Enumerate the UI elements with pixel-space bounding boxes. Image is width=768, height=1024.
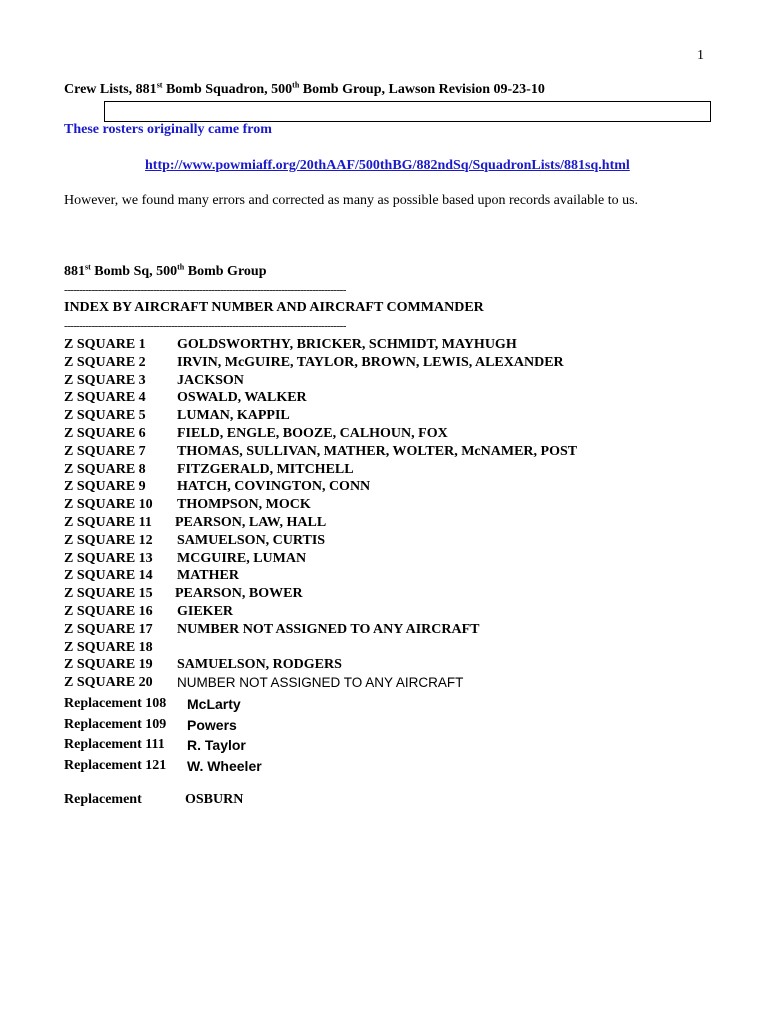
title-mid: Bomb Squadron, 500 bbox=[162, 82, 293, 97]
replacement-name: W. Wheeler bbox=[187, 758, 262, 775]
aircraft-commanders: MCGUIRE, LUMAN bbox=[177, 550, 307, 566]
aircraft-number: Z SQUARE 7 bbox=[64, 443, 146, 459]
replacement-label: Replacement 108 bbox=[64, 696, 167, 711]
aircraft-number: Z SQUARE 13 bbox=[64, 550, 153, 566]
aircraft-commanders: LUMAN, KAPPIL bbox=[177, 408, 290, 424]
page-number: 1 bbox=[697, 48, 704, 63]
empty-text-box bbox=[104, 101, 711, 122]
aircraft-number: Z SQUARE 20 bbox=[64, 675, 153, 691]
aircraft-number: Z SQUARE 18 bbox=[64, 639, 153, 655]
aircraft-commanders: SAMUELSON, CURTIS bbox=[177, 532, 326, 548]
aircraft-commanders: PEARSON, LAW, HALL bbox=[175, 514, 327, 530]
correction-note: However, we found many errors and corrected as many as possible based upon records available to us. bbox=[64, 193, 639, 208]
replacement-name: OSBURN bbox=[185, 792, 244, 807]
aircraft-number: Z SQUARE 2 bbox=[64, 354, 146, 370]
subtitle-prefix: 881 bbox=[64, 264, 85, 279]
title-sup-2: th bbox=[292, 80, 300, 90]
section-subtitle bbox=[64, 264, 266, 280]
replacement-name: R. Taylor bbox=[187, 737, 246, 754]
aircraft-number: Z SQUARE 4 bbox=[64, 390, 146, 406]
aircraft-commanders: GOLDSWORTHY, BRICKER, SCHMIDT, MAYHUGH bbox=[177, 337, 517, 352]
aircraft-number: Z SQUARE 5 bbox=[64, 408, 146, 424]
replacement-name: Powers bbox=[187, 716, 237, 733]
aircraft-commanders: OSWALD, WALKER bbox=[177, 390, 307, 406]
separator-line-bottom: -------------------------------------------------------------------------------------------- bbox=[64, 320, 346, 332]
aircraft-commanders: NUMBER NOT ASSIGNED TO ANY AIRCRAFT bbox=[177, 675, 464, 691]
origin-text: These rosters originally came from bbox=[64, 122, 272, 137]
document-title bbox=[64, 82, 545, 98]
aircraft-number: Z SQUARE 3 bbox=[64, 372, 146, 388]
replacement-osburn-row bbox=[64, 792, 364, 808]
source-link[interactable]: http://www.powmiaff.org/20thAAF/500thBG/882ndSq/SquadronLists/881sq.html bbox=[145, 158, 630, 173]
aircraft-number: Z SQUARE 6 bbox=[64, 425, 146, 441]
aircraft-commanders: SAMUELSON, RODGERS bbox=[177, 657, 342, 673]
aircraft-commanders: JACKSON bbox=[177, 372, 244, 388]
title-prefix: Crew Lists, 881 bbox=[64, 82, 157, 97]
title-sup-1: st bbox=[156, 80, 163, 90]
aircraft-number: Z SQUARE 16 bbox=[64, 603, 153, 619]
replacement-label: Replacement 121 bbox=[64, 758, 167, 774]
aircraft-commanders: MATHER bbox=[177, 568, 239, 584]
aircraft-number: Z SQUARE 14 bbox=[64, 568, 153, 584]
subtitle-sup-2: th bbox=[177, 262, 185, 272]
aircraft-commanders: FIELD, ENGLE, BOOZE, CALHOUN, FOX bbox=[177, 425, 448, 441]
aircraft-number: Z SQUARE 10 bbox=[64, 497, 153, 513]
aircraft-number: Z SQUARE 19 bbox=[64, 657, 153, 673]
aircraft-number: Z SQUARE 12 bbox=[64, 532, 153, 548]
replacement-name: McLarty bbox=[187, 696, 241, 712]
aircraft-commanders: GIEKER bbox=[177, 603, 234, 619]
title-suffix: Bomb Group, Lawson Revision 09-23-10 bbox=[299, 82, 545, 97]
aircraft-commanders: HATCH, COVINGTON, CONN bbox=[177, 479, 371, 495]
subtitle-sup-1: st bbox=[85, 262, 91, 272]
subtitle-suffix: Bomb Group bbox=[184, 264, 267, 279]
aircraft-number: Z SQUARE 17 bbox=[64, 621, 153, 637]
aircraft-commanders: THOMPSON, MOCK bbox=[177, 497, 311, 513]
aircraft-number: Z SQUARE 8 bbox=[64, 461, 146, 477]
aircraft-commanders: PEARSON, BOWER bbox=[175, 586, 303, 602]
replacement-label: Replacement 109 bbox=[64, 716, 167, 732]
aircraft-commanders: NUMBER NOT ASSIGNED TO ANY AIRCRAFT bbox=[177, 621, 480, 637]
separator-line-top: -------------------------------------------------------------------------------------------- bbox=[64, 284, 346, 296]
aircraft-commanders: FITZGERALD, MITCHELL bbox=[177, 461, 354, 477]
aircraft-commanders: THOMAS, SULLIVAN, MATHER, WOLTER, McNAMER, POST bbox=[177, 443, 578, 459]
index-heading: INDEX BY AIRCRAFT NUMBER AND AIRCRAFT COMMANDER bbox=[64, 300, 484, 315]
aircraft-number: Z SQUARE 11 bbox=[64, 514, 152, 530]
aircraft-number: Z SQUARE 9 bbox=[64, 479, 146, 495]
aircraft-commanders: IRVIN, McGUIRE, TAYLOR, BROWN, LEWIS, ALEXANDER bbox=[177, 354, 564, 370]
aircraft-number: Z SQUARE 1 bbox=[64, 337, 146, 352]
replacement-label: Replacement bbox=[64, 792, 142, 807]
aircraft-number: Z SQUARE 15 bbox=[64, 586, 153, 602]
replacement-label: Replacement 111 bbox=[64, 737, 165, 753]
subtitle-mid: Bomb Sq, 500 bbox=[90, 264, 178, 279]
